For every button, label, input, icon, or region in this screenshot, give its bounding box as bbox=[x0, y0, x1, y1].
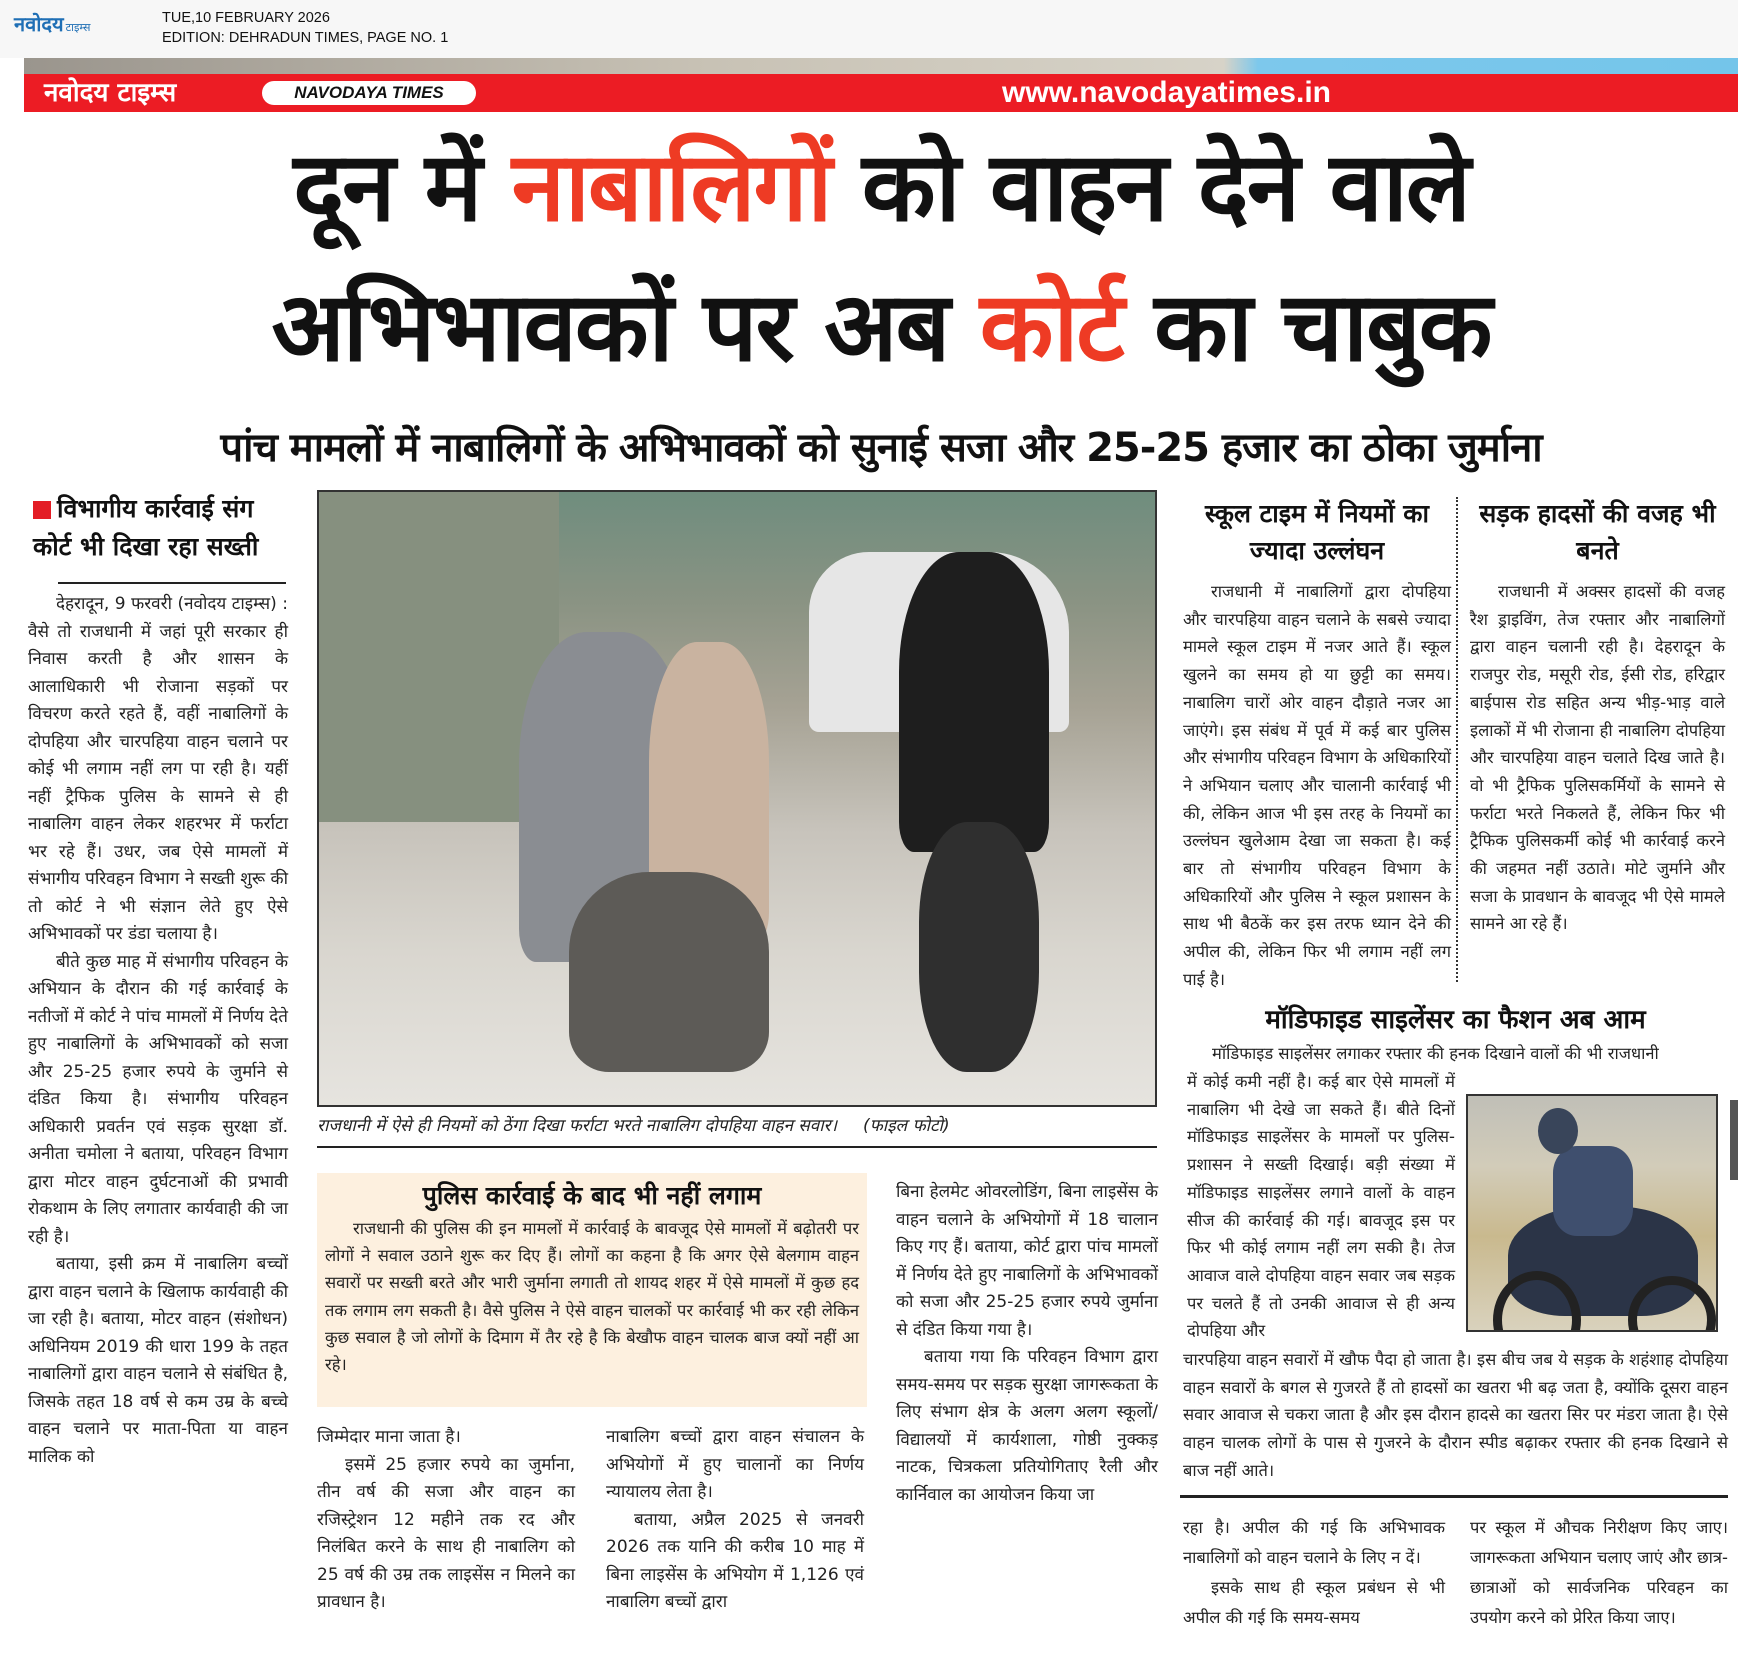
headline-highlight: कोर्ट bbox=[979, 271, 1123, 383]
bottom-column-2 bbox=[606, 1424, 864, 1617]
main-photo-scooter-riders[interactable] bbox=[317, 490, 1157, 1107]
headline-line-1 bbox=[24, 122, 1738, 252]
bottom-column-1 bbox=[317, 1424, 575, 1617]
divider bbox=[58, 582, 286, 584]
side-story-3-lead bbox=[1212, 1040, 1728, 1068]
paragraph: बताया, इसी क्रम में नाबालिग बच्चों द्वारा वाहन चलाने के खिलाफ कार्यवाही की जा रही है। बताया, मोटर वाहन (संशोधन) अधिनियम 2019 की धारा 199 के तहत नाबालिगों द्वारा वाहन चलाने से संबंधित है, जिसके तहत 18 वर्ष से कम उम्र के बच्चे वाहन चलाने पर माता-पिता या वाहन मालिक को bbox=[28, 1254, 288, 1467]
bottom-column-4 bbox=[1183, 1513, 1445, 1633]
headline-text: का चाबुक bbox=[1122, 271, 1491, 383]
brand-logo-main: नवोदय bbox=[14, 12, 64, 36]
brand-logo-sub: टाइम्स bbox=[65, 21, 91, 34]
paragraph: रहा है। अपील की गई कि अभिभावक नाबालिगों को वाहन चलाने के लिए न दें। bbox=[1183, 1518, 1445, 1567]
left-column-body bbox=[28, 591, 288, 1471]
paragraph: राजधानी में नाबालिगों द्वारा दोपहिया और चारपहिया वाहन चलाने के सबसे ज्यादा मामले स्कूल टाइम में नजर आते हैं। स्कूल खुलने का समय हो या छुट्टी का समय। नाबालिग चारों ओर वाहन दौड़ाते नजर आ जाएंगे। इस संबंध में पूर्व में कई बार पुलिस और संभागीय परिवहन विभाग के अधिकारियों ने अभियान चलाए और चालानी कार्रवाई भी की, लेकिन आज भी इस तरह के नियमों का उल्लंघन खुलेआम देखा जा सकता है। कई बार तो संभागीय परिवहन विभाग के अधिकारियों और पुलिस ने स्कूल प्रशासन के साथ भी बैठकें कर इस तरफ ध्यान देने की अपील की, लेकिन फिर भी लगाम नहीं लग पाई है। bbox=[1183, 582, 1451, 989]
side-story-3-wrap bbox=[1187, 1068, 1455, 1345]
masthead-hindi-title: नवोदय टाइम्स bbox=[44, 78, 177, 108]
paragraph: जिम्मेदार माना जाता है। bbox=[317, 1427, 461, 1447]
paragraph: इसमें 25 हजार रुपये का जुर्माना, तीन वर्ष की सजा और वाहन का रजिस्ट्रेशन 12 महीने तक रद और निलंबित करने के साथ ही नाबालिग को 25 वर्ष की उम्र तक लाइसेंस न मिलने का प्रावधान है। bbox=[317, 1454, 575, 1612]
bottom-column-5 bbox=[1470, 1513, 1728, 1633]
edition-meta bbox=[162, 8, 448, 48]
boxed-story-body bbox=[325, 1215, 859, 1378]
paragraph: देहरादून, 9 फरवरी (नवोदय टाइम्स) : वैसे तो राजधानी में जहां पूरी सरकार ही निवास करती है और शासन के आलाधिकारी भी रोजाना सड़कों पर विचरण करते रहते हैं, वहीं नाबालिगों के दोपहिया और चारपहिया वाहन चलाने पर कोई भी लगाम नहीं लग पा रही है। यहीं नहीं ट्रैफिक पुलिस के सामने से ही नाबालिग वाहन लेकर शहरभर में फर्राटा भर रहे हैं। उधर, जब ऐसे मामलों में संभागीय परिवहन विभाग ने सख्ती शुरू की तो कोर्ट ने भी संज्ञान लेते हुए ऐसे अभिभावकों पर डंडा चलाया है। bbox=[28, 594, 288, 944]
photo-helmet bbox=[1538, 1108, 1578, 1154]
brand-logo[interactable] bbox=[14, 10, 90, 37]
dotted-divider bbox=[1456, 497, 1458, 982]
masthead-english-title: NAVODAYA TIMES bbox=[262, 81, 476, 105]
photo-credit: (फाइल फोटो) bbox=[863, 1116, 950, 1136]
motorcycle-rider-photo[interactable] bbox=[1466, 1094, 1718, 1332]
photo-scooter bbox=[569, 872, 769, 1072]
headline-text: दून में bbox=[293, 131, 512, 243]
edition-info: EDITION: DEHRADUN TIMES, PAGE NO. 1 bbox=[162, 30, 449, 46]
red-square-bullet-icon bbox=[33, 501, 51, 519]
paragraph: बताया, अप्रैल 2025 से जनवरी 2026 तक यानि की करीब 10 माह में बिना लाइसेंस के अभियोग में 1,126 एवं नाबालिग बच्चों द्वारा bbox=[606, 1509, 864, 1612]
side-story-3-title: मॉडिफाइड साइलेंसर का फैशन अब आम bbox=[1265, 1005, 1646, 1035]
photo-scooter bbox=[919, 822, 1039, 1072]
headline-text: को वाहन देने वाले bbox=[830, 131, 1469, 243]
paragraph: बिना हेलमेट ओवरलोडिंग, बिना लाइसेंस के वाहन चलाने के अभियोगों में 18 चालान किए गए हैं। बताया, कोर्ट द्वारा पांच मामलों में निर्णय देते हुए नाबालिगों के अभिभावकों को सजा और 25-25 हजार रुपये जुर्माना से दंडित किया गया है। bbox=[896, 1182, 1158, 1340]
paragraph: बताया गया कि परिवहन विभाग द्वारा समय-समय पर सड़क सुरक्षा जागरूकता के लिए संभाग क्षेत्र के अलग अलग स्कूलों/विद्यालयों में कार्यशाला, गोष्ठी नुक्कड़ नाटक, चित्रकला प्रतियोगिताए रैली और कार्निवाल का आयोजन किया जा bbox=[896, 1347, 1158, 1505]
middle-column bbox=[896, 1179, 1158, 1509]
paragraph: चारपहिया वाहन सवारों में खौफ पैदा हो जाता है। इस बीच जब ये सड़क के शहंशाह दोपहिया वाहन सवारों के बगल से गुजरते हैं तो हादसों का खतरा भी बढ़ जता है, क्योंकि दूसरा वाहन सवार आवाज से चकरा जाता है और इस दौरान हादसे का खतरा सिर पर मंडरा जाता है। ऐसे वाहन चालक लोगों के पास से गुजरने के दौरान स्पीड बढ़ाकर रफ्तार की हनक दिखाने से बाज नहीं आते। bbox=[1183, 1350, 1728, 1480]
headline-line-2 bbox=[24, 262, 1738, 392]
side-story-3-tail bbox=[1183, 1346, 1728, 1485]
headline-highlight: नाबालिगों bbox=[511, 131, 831, 243]
main-photo-caption bbox=[317, 1110, 1157, 1142]
side-story-2-body bbox=[1470, 578, 1725, 938]
boxed-story-title: पुलिस कार्रवाई के बाद भी नहीं लगाम bbox=[422, 1181, 762, 1210]
side-story-1-body bbox=[1183, 578, 1451, 994]
left-column-heading bbox=[33, 490, 288, 566]
masthead-photo-strip bbox=[24, 58, 1738, 74]
caption-text: राजधानी में ऐसे ही नियमों को ठेंगा दिखा फर्राटा भरते नाबालिग दोपहिया वाहन सवार। bbox=[317, 1116, 838, 1136]
boxed-story bbox=[317, 1173, 867, 1407]
masthead-url[interactable]: www.navodayatimes.in bbox=[1002, 76, 1331, 109]
edition-date: TUE,10 FEBRUARY 2026 bbox=[162, 10, 330, 26]
paragraph: बीते कुछ माह में संभागीय परिवहन के अभियान के दौरान की गई कार्रवाई के नतीजों में कोर्ट ने पांच मामलों में निर्णय देते हुए नाबालिगों के अभिभावकों को सजा और 25-25 हजार रुपये के जुर्माने से दंडित किया है। संभागीय परिवहन अधिकारी प्रवर्तन एवं सड़क सुरक्षा डॉ. अनीता चमोला ने बताया, परिवहन विभाग द्वारा मोटर वाहन दुर्घटनाओं की प्रभावी रोकथाम के लिए लगातार कार्यवाही की जा रही है। bbox=[28, 951, 288, 1247]
photo-rider-body bbox=[1553, 1146, 1633, 1236]
divider bbox=[317, 1146, 1157, 1148]
side-story-1-title: स्कूल टाइम में नियमों का ज्यादा उल्लंघन bbox=[1205, 499, 1429, 565]
subheadline: पांच मामलों में नाबालिगों के अभिभावकों को सुनाई सजा और 25-25 हजार का ठोका जुर्माना bbox=[220, 425, 1542, 471]
headline-text: अभिभावकों पर अब bbox=[271, 271, 980, 383]
paragraph: राजधानी की पुलिस की इन मामलों में कार्रवाई के बावजूद ऐसे मामलों में बढ़ोतरी पर लोगों ने सवाल उठाने शुरू कर दिए हैं। लोगों का कहना है कि अगर ऐसे बेलगाम वाहन सवारों पर सख्ती बरते और भारी जुर्माना लगाती तो शायद शहर में ऐसे मामलों में कुछ हद तक लगाम लग सकती है। वैसे पुलिस ने ऐसे वाहन चालकों पर कार्रवाई भी कर रही लेकिन कुछ सवाल है जो लोगों के दिमाग में तैर रहे है कि बेखौफ वाहन चालक बाज क्यों नहीं आ रहे। bbox=[325, 1219, 859, 1375]
left-column-heading-text: विभागीय कार्रवाई संग कोर्ट भी दिखा रहा सख्ती bbox=[33, 494, 259, 561]
top-info-bar bbox=[0, 0, 1738, 58]
paragraph: इसके साथ ही स्कूल प्रबंधन से भी अपील की गई कि समय-समय bbox=[1183, 1578, 1445, 1627]
side-story-2-title: सड़क हादसों की वजह भी बनते bbox=[1479, 499, 1716, 565]
paragraph: नाबालिग बच्चों द्वारा वाहन संचालन के अभियोगों में हुए चालानों का निर्णय न्यायालय लेता है। bbox=[606, 1427, 864, 1502]
paragraph: पर स्कूल में औचक निरीक्षण किए जाए। जागरूकता अभियान चलाए जाएं और छात्र-छात्राओं को सार्वजनिक परिवहन का उपयोग करने को प्रेरित किया जाए। bbox=[1470, 1518, 1728, 1627]
scrollbar[interactable] bbox=[1730, 1100, 1738, 1180]
divider bbox=[1180, 1495, 1728, 1498]
masthead bbox=[24, 74, 1738, 112]
photo-rider bbox=[899, 552, 1049, 852]
paragraph: में कोई कमी नहीं है। कई बार ऐसे मामलों में नाबालिग भी देखे जा सकते हैं। बीते दिनों मॉडिफाइड साइलेंसर के मामलों पर पुलिस-प्रशासन ने सख्ती दिखाई। बड़ी संख्या में मॉडिफाइड साइलेंसर लगाने वालों के वाहन सीज की कार्रवाई की गई। बावजूद इस पर फिर भी कोई लगाम नहीं लग सकी है। तेज आवाज वाले दोपहिया वाहन सवार जब सड़क पर चलते हैं तो उनकी आवाज से ही अन्य दोपहिया और bbox=[1187, 1072, 1455, 1341]
paragraph: राजधानी में अक्सर हादसों की वजह रैश ड्राइविंग, तेज रफ्तार और नाबालिगों द्वारा वाहन चलानी रही है। देहरादून के राजपुर रोड, मसूरी रोड, ईसी रोड, हरिद्वार बाईपास रोड सहित अन्य भीड़-भाड़ वाले इलाकों में भी रोजाना ही नाबालिग दोपहिया और चारपहिया वाहन चलाते दिख जाते है। वो भी ट्रैफिक पुलिसकर्मियों के सामने से फर्राटा भरते निकलते हैं, लेकिन फिर भी ट्रैफिक पुलिसकर्मी कोई भी कार्रवाई करने की जहमत नहीं उठाते। मोटे जुर्माने और सजा के प्रावधान के बावजूद भी ऐसे मामले सामने आ रहे हैं। bbox=[1470, 582, 1725, 934]
paragraph: मॉडिफाइड साइलेंसर लगाकर रफ्तार की हनक दिखाने वालों की भी राजधानी bbox=[1212, 1044, 1659, 1063]
